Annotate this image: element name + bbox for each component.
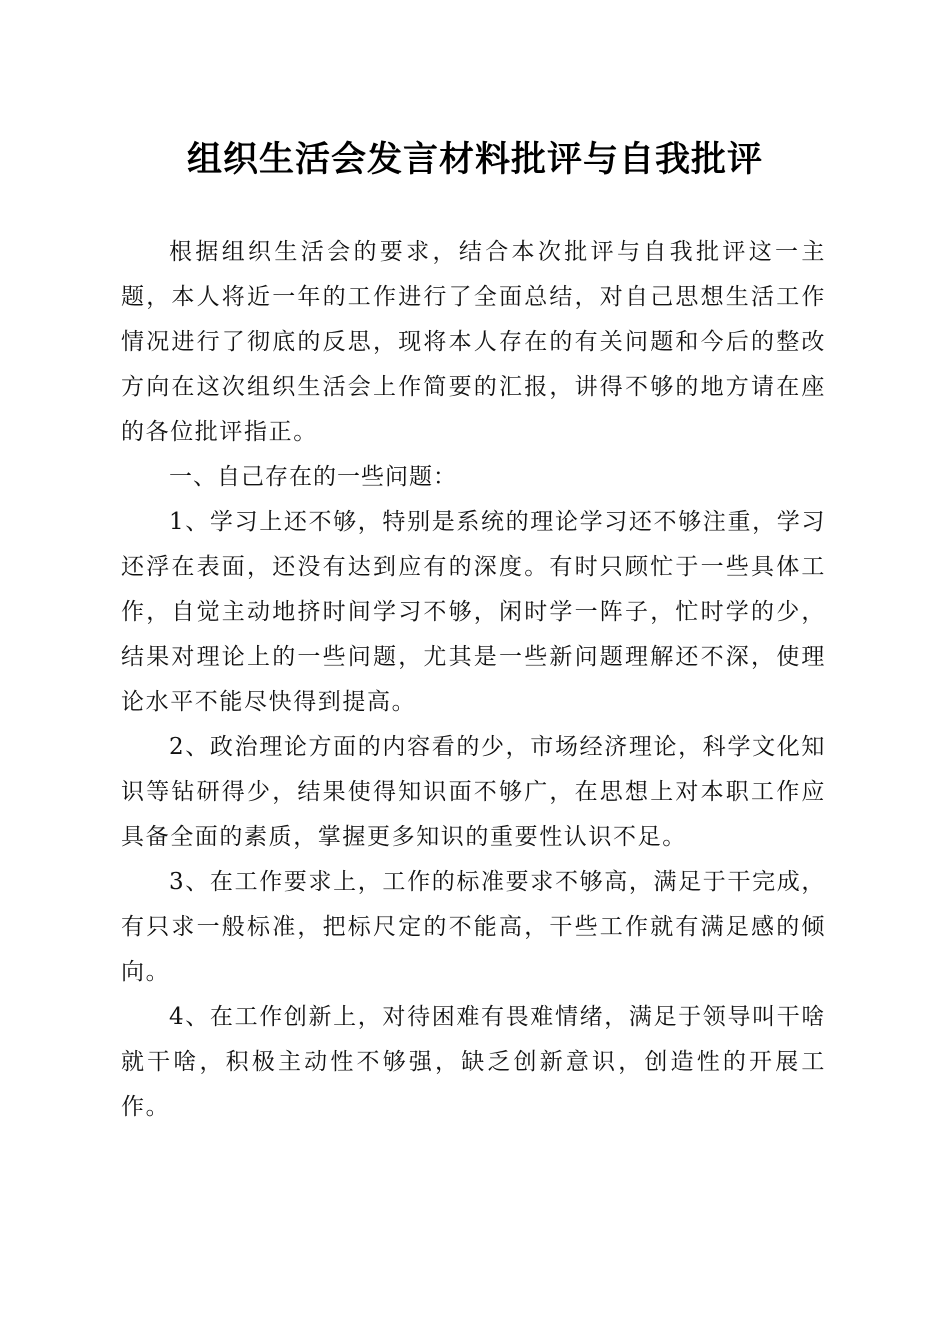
list-item: 4、在工作创新上，对待困难有畏难情绪，满足于领导叫干啥就干啥，积极主动性不够强，缺乏创新意识，创造性的开展工作。 (121, 1004, 826, 1120)
document-body (121, 230, 826, 1130)
section-heading: 一、自己存在的一些问题： (169, 464, 457, 490)
list-item: 1、学习上还不够，特别是系统的理论学习还不够注重，学习还浮在表面，还没有达到应有的深度。有时只顾忙于一些具体工作，自觉主动地挤时间学习不够，闲时学一阵子，忙时学的少，结果对理论上的一些问题，尤其是一些新问题理解还不深，使理论水平不能尽快得到提高。 (121, 509, 826, 715)
document-title: 组织生活会发言材料批评与自我批评 (186, 139, 763, 180)
list-item: 3、在工作要求上，工作的标准要求不够高，满足于干完成，有只求一般标准，把标尺定的不能高，干些工作就有满足感的倾向。 (121, 869, 826, 985)
list-item: 2、政治理论方面的内容看的少，市场经济理论，科学文化知识等钻研得少，结果使得知识面不够广，在思想上对本职工作应具备全面的素质，掌握更多知识的重要性认识不足。 (121, 734, 826, 850)
intro-paragraph: 根据组织生活会的要求，结合本次批评与自我批评这一主题，本人将近一年的工作进行了全面总结，对自己思想生活工作情况进行了彻底的反思，现将本人存在的有关问题和今后的整改方向在这次组织生活会上作简要的汇报，讲得不够的地方请在座的各位批评指正。 (121, 239, 826, 445)
